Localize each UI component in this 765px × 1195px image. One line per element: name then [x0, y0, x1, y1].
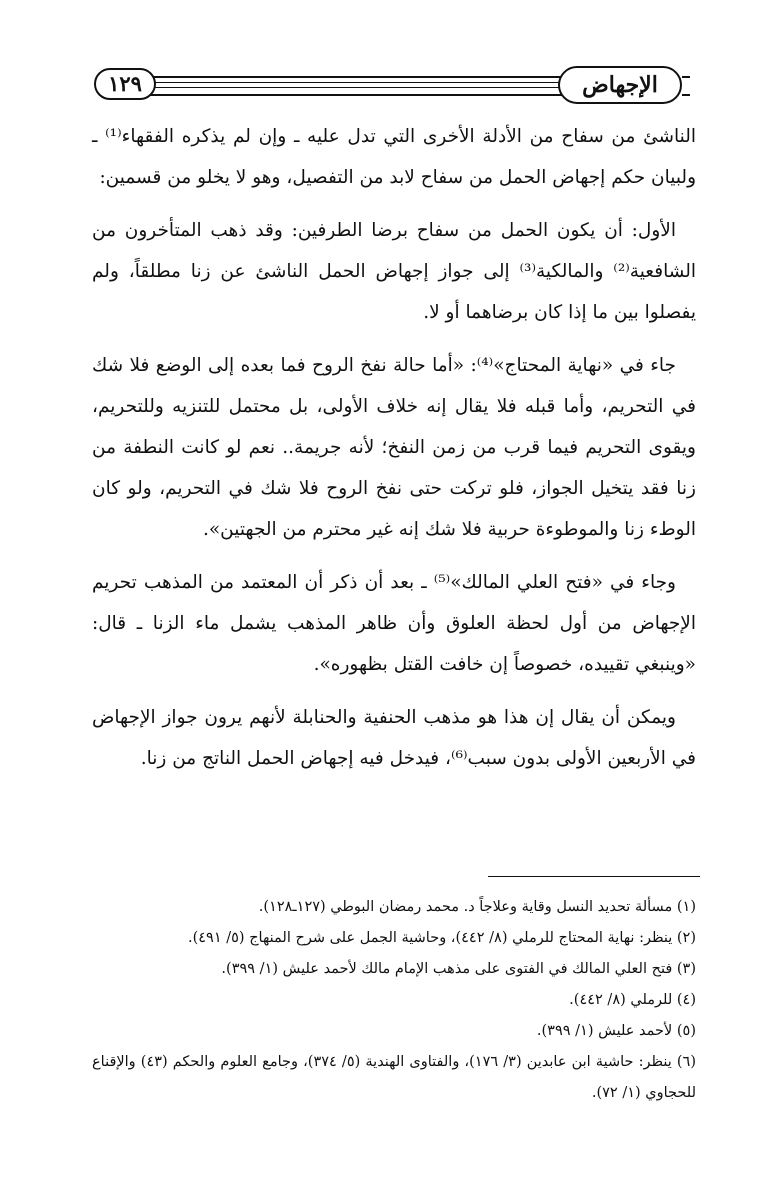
page-header — [90, 64, 690, 114]
page-number: ١٢٩ — [94, 68, 156, 100]
header-rule — [150, 76, 580, 96]
footnote-5: (٥) لأحمد عليش (١/ ٣٩٩). — [536, 1023, 696, 1039]
footnote-6: (٦) ينظر: حاشية ابن عابدين (٣/ ١٧٦)، والفتاوى الهندية (٥/ ٣٧٤)، وجامع العلوم والحكم (٤٣) والإقناع للحجاوي (١/ ٧٢). — [92, 1054, 696, 1101]
main-text — [92, 116, 696, 791]
paragraph-1: الناشئ من سفاح من الأدلة الأخرى التي تدل عليه ـ وإن لم يذكره الفقهاء⁽¹⁾ ـ ولبيان حكم إجهاض الحمل من سفاح لابد من التفصيل، وهو لا يخلو من قسمين: — [92, 126, 696, 188]
footnote-divider — [488, 876, 700, 877]
paragraph-5: ويمكن أن يقال إن هذا هو مذهب الحنفية والحنابلة لأنهم يرون جواز الإجهاض في الأربعين الأولى بدون سبب⁽⁶⁾، فيدخل فيه إجهاض الحمل الناتج من زنا. — [92, 707, 696, 769]
paragraph-3: جاء في «نهاية المحتاج»⁽⁴⁾: «أما حالة نفخ الروح فما بعده إلى الوضع فلا شك في التحريم، وأما قبله فلا يقال إنه خلاف الأولى، بل محتمل للتنزيه وللتحريم، ويقوى التحريم فيما قرب من زمن النفخ؛ لأنه جريمة.. نعم لو كانت النطفة من زنا فقد يتخيل الجواز، فلو تركت حتى نفخ الروح فلا شك في التحريم، ولو كان الوطء زنا والموطوءة حربية فلا شك إنه غير محترم من الجهتين». — [92, 355, 696, 540]
footnote-3: (٣) فتح العلي المالك في الفتوى على مذهب الإمام مالك لأحمد عليش (١/ ٣٩٩). — [221, 961, 696, 977]
header-rule-end — [682, 76, 690, 96]
footnotes — [92, 892, 696, 1109]
running-title: الإجهاض — [558, 66, 682, 104]
footnote-2: (٢) ينظر: نهاية المحتاج للرملي (٨/ ٤٤٢)، وحاشية الجمل على شرح المنهاج (٥/ ٤٩١). — [187, 930, 696, 946]
paragraph-4: وجاء في «فتح العلي المالك»⁽⁵⁾ ـ بعد أن ذكر أن المعتمد من المذهب تحريم الإجهاض من أول لحظة العلوق وأن ظاهر المذهب يشمل ماء الزنا ـ قال: «وينبغي تقييده، خصوصاً إن خافت القتل بظهوره». — [92, 572, 696, 675]
paragraph-2: الأول: أن يكون الحمل من سفاح برضا الطرفين: وقد ذهب المتأخرون من الشافعية⁽²⁾ والمالكية⁽³⁾ إلى جواز إجهاض الحمل الناشئ عن زنا مطلقاً، ولم يفصلوا بين ما إذا كان برضاهما أو لا. — [92, 220, 696, 323]
footnote-1: (١) مسألة تحديد النسل وقاية وعلاجاً د. محمد رمضان البوطي (١٢٧ـ١٢٨). — [258, 899, 696, 915]
footnote-4: (٤) للرملي (٨/ ٤٤٢). — [569, 992, 696, 1008]
